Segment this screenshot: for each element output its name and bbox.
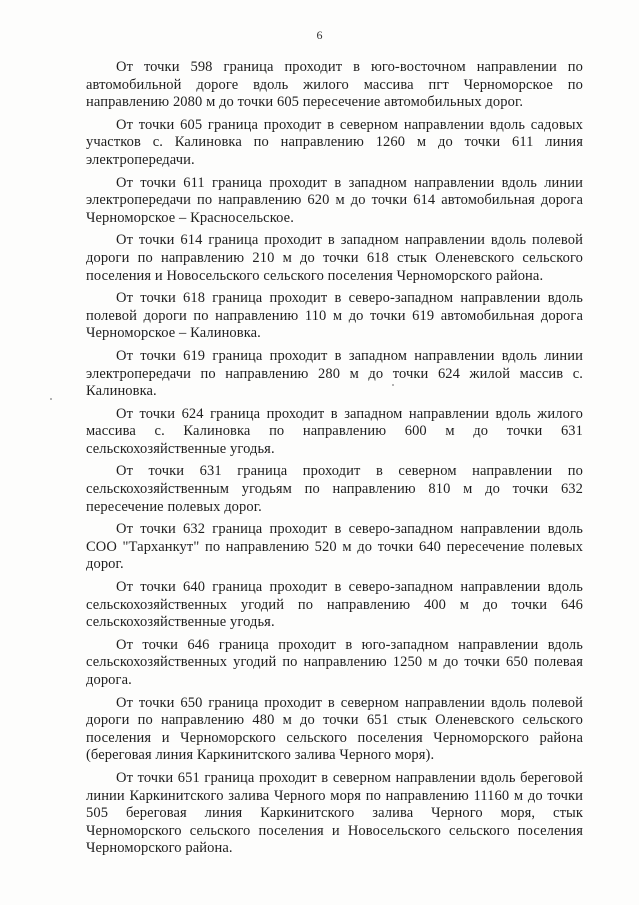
paragraph-point-614: От точки 614 граница проходит в западном направлении вдоль полевой дороги по направлению 210 м до точки 618 стык Оленевского сельского поселения и Новосельского сельского поселения Черноморского района. (86, 232, 583, 284)
page-number: 6 (316, 28, 323, 42)
scan-speck (50, 398, 52, 400)
paragraph-point-619: От точки 619 граница проходит в западном направлении вдоль линии электропередачи по направлению 280 м до точки 624 жилой массив с. Калиновка. (86, 347, 583, 400)
paragraph-point-651: От точки 651 граница проходит в северном направлении вдоль береговой линии Каркинитского залива Черного моря по направлению 11160 м до точки 505 береговая линия Каркинитского залива Черного моря, стык Черноморского сельского поселения и Новосельского сельского поселения Черноморского района. (86, 769, 583, 857)
paragraph-point-631: От точки 631 граница проходит в северном направлении по сельскохозяйственным угодьям по направлению 810 м до точки 632 пересечение полевых дорог. (86, 463, 583, 515)
paragraph-point-605: От точки 605 граница проходит в северном направлении вдоль садовых участков с. Калиновка по направлению 1260 м до точки 611 линия электропередачи. (86, 116, 583, 168)
paragraph-point-611: От точки 611 граница проходит в западном направлении вдоль линии электропередачи по направлению 620 м до точки 614 автомобильная дорога Черноморское – Красносельское. (86, 174, 583, 226)
paragraph-point-632: От точки 632 граница проходит в северо-западном направлении вдоль СОО "Тарханкут" по направлению 520 м до точки 640 пересечение полевых дорог. (86, 521, 583, 573)
paragraph-point-646: От точки 646 граница проходит в юго-западном направлении вдоль сельскохозяйственных угодий по направлению 1250 м до точки 650 полевая дорога. (86, 636, 583, 688)
paragraph-point-650: От точки 650 граница проходит в северном направлении вдоль полевой дороги по направлению 480 м до точки 651 стык Оленевского сельского поселения и Черноморского сельского поселения Черноморского района (береговая линия Каркинитского залива Черного моря). (86, 694, 583, 764)
scan-speck (392, 384, 394, 386)
document-body (86, 59, 583, 863)
paragraph-point-618: От точки 618 граница проходит в северо-западном направлении вдоль полевой дороги по направлению 110 м до точки 619 автомобильная дорога Черноморское – Калиновка. (86, 290, 583, 342)
paragraph-point-624: От точки 624 граница проходит в западном направлении вдоль жилого массива с. Калиновка по направлению 600 м до точки 631 сельскохозяйственные угодья. (86, 405, 583, 457)
paragraph-point-598: От точки 598 граница проходит в юго-восточном направлении по автомобильной дороге вдоль жилого массива пгт Черноморское по направлению 2080 м до точки 605 пересечение автомобильных дорог. (86, 59, 583, 111)
paragraph-point-640: От точки 640 граница проходит в северо-западном направлении вдоль сельскохозяйственных угодий по направлению 400 м до точки 646 сельскохозяйственные угодья. (86, 579, 583, 631)
